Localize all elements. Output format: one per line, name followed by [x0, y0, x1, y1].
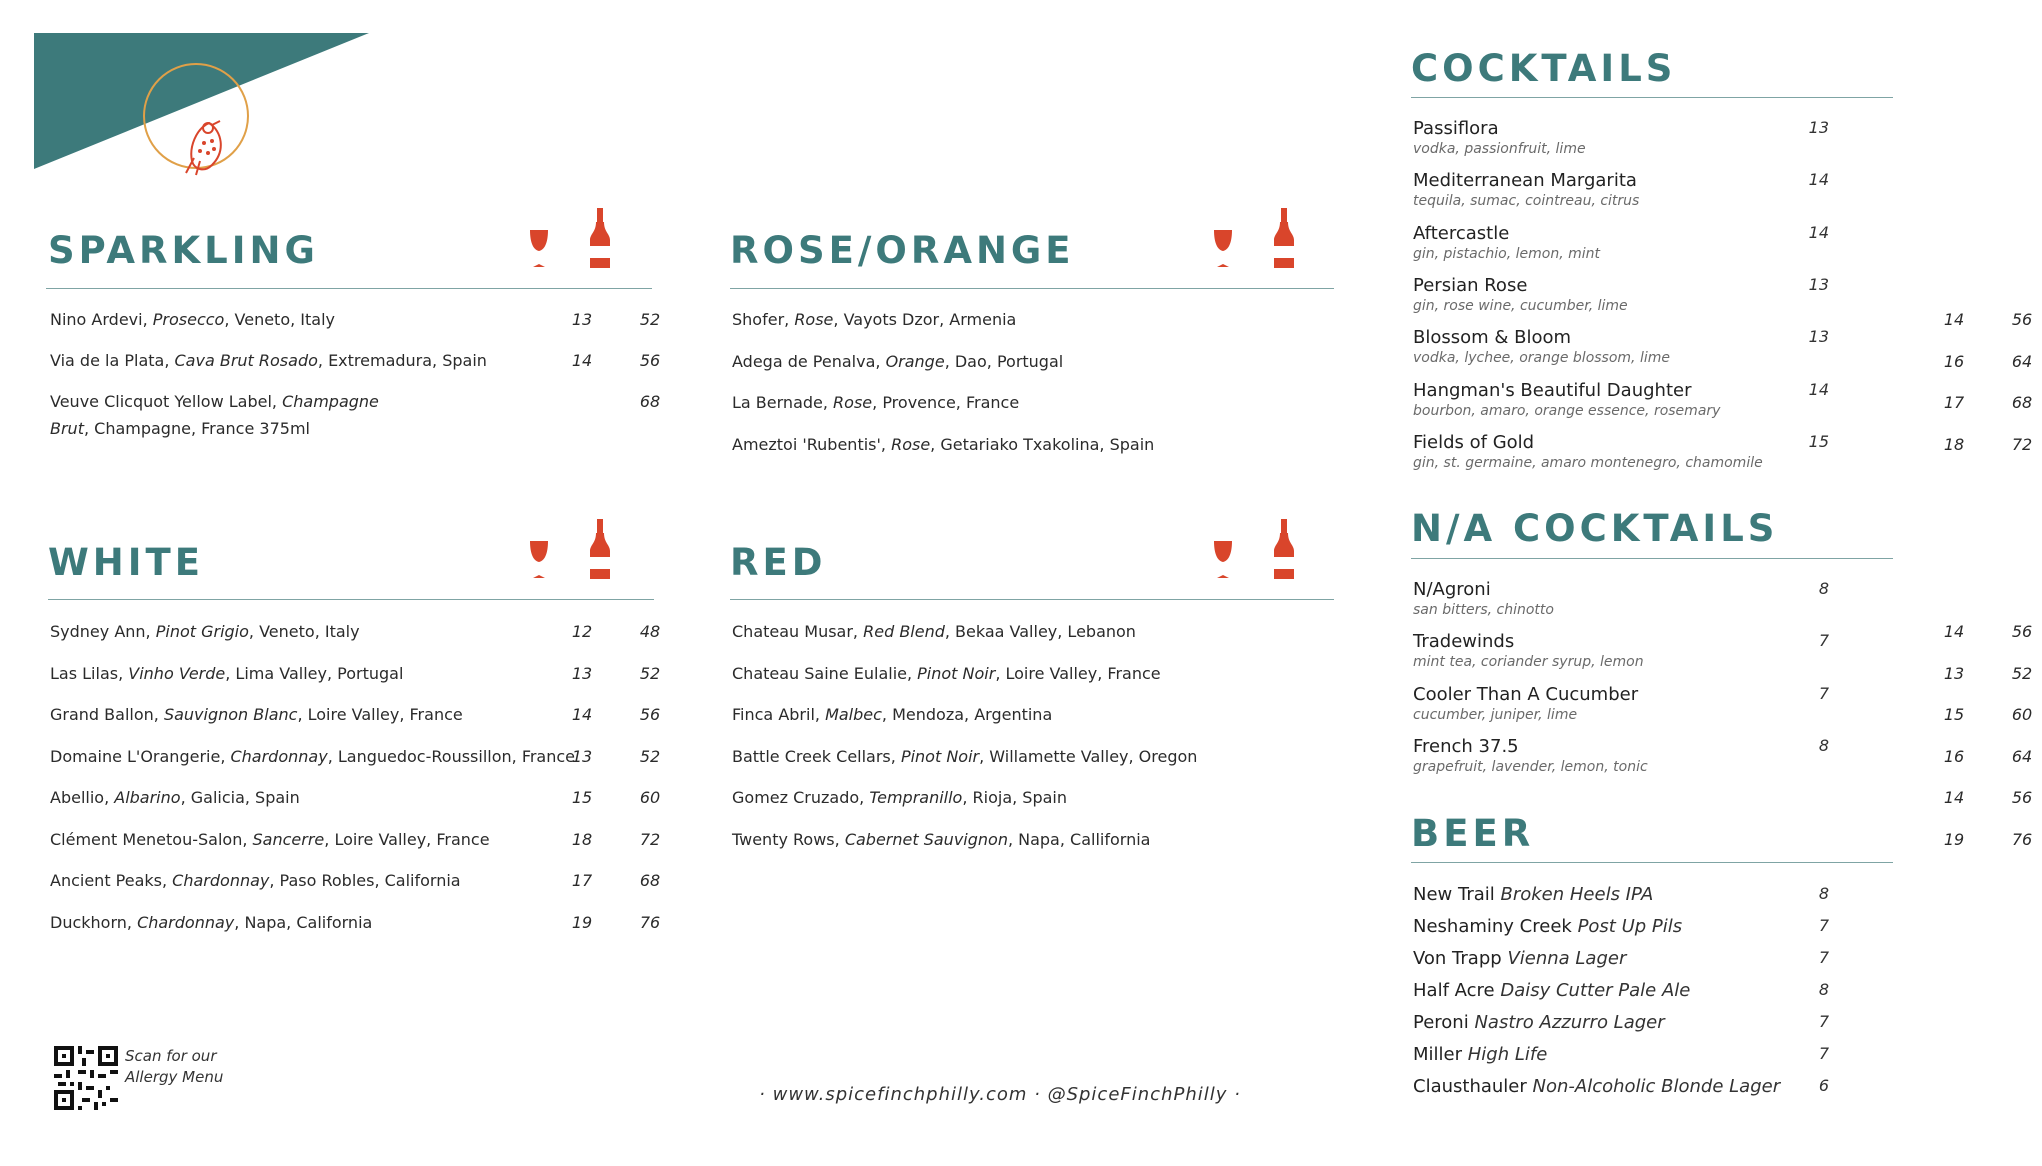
cocktail-name: Mediterranean Margarita	[1413, 170, 1637, 192]
wine-producer: Twenty Rows,	[732, 829, 845, 849]
beer-style: Daisy Cutter Pale Ale	[1500, 980, 1691, 1001]
white-heading: WHITE	[48, 541, 205, 584]
beer-price: 8	[1818, 884, 1829, 903]
wine-producer: Sydney Ann,	[50, 622, 156, 641]
cocktail-name: Tradewinds	[1413, 631, 1515, 653]
wine-region: , Bekaa Valley, Lebanon	[944, 622, 1136, 641]
cocktail-name: Persian Rose	[1413, 274, 1528, 296]
bottle-price: 48	[639, 622, 661, 641]
glass-price: 14	[1943, 622, 1965, 641]
wine-varietal: Champagne Brut	[50, 392, 379, 438]
bottle-price: 56	[2011, 788, 2033, 807]
wine-producer: La Bernade,	[732, 393, 834, 412]
wine-description	[732, 701, 1052, 728]
cocktail-price: 14	[1808, 170, 1829, 190]
cocktail-name: Passiflora	[1413, 118, 1499, 139]
cocktail-ingredients: mint tea, coriander syrup, lemon	[1413, 654, 1644, 671]
cocktail-name: Blossom & Bloom	[1413, 327, 1572, 349]
wine-description	[732, 431, 1154, 458]
wine-region: , Provence, France	[872, 393, 1020, 412]
cocktail-item	[1413, 327, 1863, 366]
wine-region: , Napa, California	[234, 912, 373, 932]
wine-varietal: Chardonnay	[230, 746, 328, 766]
wine-varietal: Cava Brut Rosado	[174, 351, 318, 370]
cocktail-price: 14	[1808, 222, 1829, 242]
wine-region: , Veneto, Italy	[224, 310, 335, 329]
cocktail-price: 14	[1808, 379, 1829, 399]
bottle-price: 68	[2011, 393, 2033, 412]
bottle-price: 56	[2011, 622, 2033, 641]
red-heading: RED	[730, 541, 827, 584]
wine-region: , Willamette Valley, Oregon	[979, 746, 1198, 766]
cocktail-ingredients: gin, pistachio, lemon, mint	[1413, 245, 1600, 262]
wine-varietal: Malbec	[825, 705, 882, 724]
wine-producer: Domaine L'Orangerie,	[50, 746, 231, 766]
white-icons	[528, 519, 618, 581]
cocktail-name: French 37.5	[1413, 735, 1519, 757]
cocktail-item	[1413, 684, 1863, 723]
glass-price: 16	[1943, 746, 1965, 766]
beer-style: High Life	[1467, 1044, 1548, 1065]
wine-producer: Chateau Saine Eulalie,	[732, 663, 918, 683]
footer-links[interactable]: · www.spicefinchphilly.com · @SpiceFinchPhilly ·	[759, 1084, 1241, 1105]
wine-varietal: Chardonnay	[137, 912, 235, 932]
wine-region: , Napa, Callifornia	[1007, 829, 1151, 849]
wine-producer: Nino Ardevi,	[50, 310, 153, 329]
wine-producer: Veuve Clicquot Yellow Label,	[50, 392, 283, 411]
wine-glass-icon	[1214, 230, 1232, 267]
glass-price: 17	[571, 871, 593, 890]
beer-item	[1413, 948, 1863, 969]
qr-code-icon[interactable]	[54, 1046, 118, 1110]
cocktail-item	[1413, 223, 1863, 262]
beer-item	[1413, 1044, 1863, 1065]
wine-producer: Las Lilas,	[50, 663, 129, 683]
wine-varietal: Rose	[794, 310, 834, 329]
beer-item	[1413, 1012, 1863, 1033]
beer-price: 7	[1818, 916, 1829, 935]
wine-region: , Veneto, Italy	[248, 622, 360, 641]
bottle-price: 56	[2011, 310, 2033, 329]
wine-description	[50, 388, 420, 442]
beer-brewery: Miller	[1413, 1044, 1463, 1065]
wine-description	[50, 909, 372, 936]
beer-style: Non-Alcoholic Blonde Lager	[1532, 1076, 1781, 1097]
wine-producer: Grand Ballon,	[50, 705, 164, 724]
bottle-price: 56	[639, 705, 661, 724]
cocktail-item	[1413, 275, 1863, 314]
cocktail-price: 13	[1808, 327, 1829, 347]
white-rule	[48, 599, 654, 600]
glass-price: 16	[1943, 351, 1965, 371]
wine-bottle-icon	[1274, 208, 1294, 268]
beer-brewery: Neshaminy Creek	[1413, 916, 1572, 937]
wine-glass-icon	[1214, 541, 1232, 578]
cocktail-name: Cooler Than A Cucumber	[1413, 683, 1639, 705]
sparkling-rule	[46, 288, 652, 289]
glass-price: 14	[1943, 788, 1965, 807]
wine-region: , Loire Valley, France	[324, 829, 490, 849]
wine-producer: Ancient Peaks,	[50, 871, 173, 890]
cocktail-item	[1413, 736, 1863, 775]
red-icons	[1212, 519, 1302, 581]
beer-brewery: Clausthauler	[1413, 1076, 1527, 1097]
cocktail-item	[1413, 170, 1863, 209]
wine-producer: Abellio,	[50, 788, 115, 807]
cocktail-ingredients: gin, rose wine, cucumber, lime	[1413, 297, 1628, 314]
beer-heading: BEER	[1411, 812, 1535, 855]
rose-heading: ROSE/ORANGE	[730, 229, 1075, 272]
glass-price: 14	[571, 351, 593, 370]
wine-region: , Extremadura, Spain	[317, 351, 487, 370]
red-rule	[730, 599, 1334, 600]
bottle-price: 72	[639, 829, 661, 849]
cocktail-ingredients: tequila, sumac, cointreau, citrus	[1413, 193, 1640, 210]
wine-region: , Paso Robles, California	[269, 871, 461, 890]
wine-producer: Via de la Plata,	[50, 351, 175, 370]
finch-bird-pattern	[198, 139, 216, 155]
wine-region: , Lima Valley, Portugal	[225, 663, 404, 683]
sparkling-icons	[528, 208, 618, 270]
bottle-price: 52	[2011, 663, 2033, 683]
beer-price: 6	[1818, 1076, 1829, 1095]
wine-varietal: Sancerre	[252, 829, 325, 849]
beer-price: 7	[1818, 1012, 1829, 1031]
wine-producer: Finca Abril,	[732, 705, 826, 724]
cocktail-ingredients: grapefruit, lavender, lemon, tonic	[1413, 758, 1648, 775]
wine-varietal: Pinot Noir	[917, 663, 996, 683]
glass-price: 13	[571, 663, 593, 683]
wine-varietal: Prosecco	[152, 310, 225, 329]
wine-region: , Galicia, Spain	[180, 788, 300, 807]
cocktail-name: N/Agroni	[1413, 579, 1491, 600]
na-cocktails-heading: N/A COCKTAILS	[1411, 507, 1779, 550]
bottle-price: 68	[639, 871, 661, 890]
wine-description	[50, 701, 463, 728]
bottle-price: 64	[2011, 351, 2033, 371]
beer-price: 7	[1818, 1044, 1829, 1063]
glass-price: 13	[571, 746, 593, 766]
cocktail-item	[1413, 432, 1863, 471]
glass-price: 18	[1943, 434, 1965, 454]
beer-brewery: Half Acre	[1413, 980, 1495, 1001]
wine-bottle-icon	[590, 519, 610, 579]
wine-region: , Loire Valley, France	[297, 705, 463, 724]
beer-style: Broken Heels IPA	[1500, 884, 1654, 905]
cocktail-price: 13	[1808, 274, 1829, 294]
wine-varietal: Tempranillo	[869, 788, 963, 807]
wine-producer: Duckhorn,	[50, 912, 138, 932]
cocktail-price: 13	[1808, 118, 1829, 137]
wine-description	[732, 306, 1016, 333]
rose-rule	[730, 288, 1334, 289]
glass-price: 12	[571, 622, 593, 641]
bottle-price: 60	[639, 788, 661, 807]
glass-price: 14	[1943, 310, 1965, 329]
sparkling-heading: SPARKLING	[48, 229, 319, 272]
wine-varietal: Cabernet Sauvignon	[844, 829, 1008, 849]
glass-price: 19	[1943, 829, 1965, 849]
bottle-price: 60	[2011, 705, 2033, 724]
wine-region: , Mendoza, Argentina	[881, 705, 1053, 724]
cocktail-ingredients: cucumber, juniper, lime	[1413, 706, 1578, 723]
wine-description	[50, 618, 360, 645]
wine-description	[732, 660, 1161, 687]
cocktail-price: 7	[1818, 683, 1829, 703]
wine-producer: Shofer,	[732, 310, 795, 329]
wine-varietal: Chardonnay	[172, 871, 270, 890]
wine-varietal: Rose	[891, 434, 931, 454]
glass-price: 19	[571, 912, 593, 932]
cocktail-item	[1413, 380, 1863, 419]
wine-varietal: Red Blend	[863, 622, 945, 641]
cocktail-ingredients: bourbon, amaro, orange essence, rosemary	[1413, 402, 1721, 419]
bottle-price: 64	[2011, 746, 2033, 766]
bottle-price: 76	[2011, 829, 2033, 849]
bottle-price: 76	[639, 912, 661, 932]
wine-producer: Battle Creek Cellars,	[732, 746, 901, 766]
wine-region: , Champagne, France 375ml	[83, 419, 310, 438]
beer-brewery: New Trail	[1413, 884, 1495, 905]
cocktail-item	[1413, 118, 1863, 157]
glass-price: 15	[571, 788, 593, 807]
wine-region: , Vayots Dzor, Armenia	[833, 310, 1017, 329]
cocktail-ingredients: san bitters, chinotto	[1413, 602, 1554, 618]
cocktail-name: Hangman's Beautiful Daughter	[1413, 379, 1692, 401]
beer-brewery: Von Trapp	[1413, 948, 1502, 969]
wine-region: , Dao, Portugal	[944, 351, 1064, 371]
cocktail-price: 7	[1818, 631, 1829, 651]
cocktail-name: Aftercastle	[1413, 222, 1510, 244]
wine-description	[50, 347, 487, 374]
cocktail-price: 8	[1818, 735, 1829, 755]
wine-glass-icon	[530, 230, 548, 267]
glass-price: 14	[571, 705, 593, 724]
wine-varietal: Orange	[885, 351, 945, 371]
rose-icons	[1212, 208, 1302, 270]
wine-region: , Rioja, Spain	[962, 788, 1067, 807]
beer-item	[1413, 980, 1863, 1001]
beer-brewery: Peroni	[1413, 1012, 1469, 1033]
wine-bottle-icon	[1274, 519, 1294, 579]
wine-description	[732, 743, 1197, 770]
wine-description	[50, 784, 300, 811]
beer-price: 8	[1818, 980, 1829, 999]
wine-bottle-icon	[590, 208, 610, 268]
wine-producer: Adega de Penalva,	[732, 351, 886, 371]
beer-style: Vienna Lager	[1507, 948, 1627, 969]
wine-description	[732, 618, 1136, 645]
qr-caption: Scan for our Allergy Menu	[125, 1047, 224, 1086]
na-cocktails-rule	[1411, 558, 1893, 559]
beer-item	[1413, 916, 1863, 937]
glass-price: 13	[1943, 663, 1965, 683]
glass-price: 18	[571, 829, 593, 849]
glass-price: 17	[1943, 393, 1965, 412]
cocktails-heading: COCKTAILS	[1411, 47, 1677, 90]
wine-varietal: Pinot Noir	[900, 746, 980, 766]
bottle-price: 52	[639, 746, 661, 766]
wine-region: , Getariako Txakolina, Spain	[930, 434, 1155, 454]
cocktail-name: Fields of Gold	[1413, 431, 1535, 453]
wine-producer: Gomez Cruzado,	[732, 788, 870, 807]
wine-description	[732, 826, 1150, 853]
cocktail-ingredients: gin, st. germaine, amaro montenegro, chamomile	[1413, 454, 1763, 471]
wine-description	[732, 389, 1019, 416]
logo-banner	[34, 33, 374, 169]
bottle-price: 52	[639, 663, 661, 683]
wine-varietal: Rose	[833, 393, 873, 412]
beer-style: Post Up Pils	[1577, 916, 1683, 937]
wine-varietal: Pinot Grigio	[155, 622, 249, 641]
bottle-price: 56	[639, 351, 661, 370]
cocktails-rule	[1411, 97, 1893, 98]
wine-description	[50, 867, 461, 894]
glass-price: 15	[1943, 705, 1965, 724]
glass-price: 13	[571, 310, 593, 329]
wine-producer: Clément Menetou-Salon,	[50, 829, 253, 849]
cocktail-item	[1413, 579, 1863, 618]
wine-producer: Ameztoi 'Rubentis',	[732, 434, 892, 454]
cocktail-price: 8	[1818, 579, 1829, 598]
wine-glass-icon	[530, 541, 548, 578]
bottle-price: 68	[639, 392, 661, 411]
beer-price: 7	[1818, 948, 1829, 967]
wine-varietal: Sauvignon Blanc	[163, 705, 298, 724]
bottle-price: 52	[639, 310, 661, 329]
wine-region: , Languedoc-Roussillon, France	[327, 746, 576, 766]
beer-item	[1413, 884, 1863, 905]
wine-description	[732, 348, 1063, 375]
wine-varietal: Vinho Verde	[128, 663, 226, 683]
wine-varietal: Albarino	[114, 788, 181, 807]
wine-description	[50, 660, 403, 687]
wine-producer: Chateau Musar,	[732, 622, 864, 641]
wine-description	[50, 743, 575, 770]
bottle-price: 72	[2011, 434, 2033, 454]
beer-item	[1413, 1076, 1863, 1097]
wine-description	[50, 306, 335, 333]
beer-style: Nastro Azzurro Lager	[1474, 1012, 1665, 1033]
cocktail-price: 15	[1808, 431, 1829, 451]
wine-description	[732, 784, 1067, 811]
cocktail-item	[1413, 631, 1863, 670]
wine-description	[50, 826, 490, 853]
cocktail-ingredients: vodka, passionfruit, lime	[1413, 141, 1586, 157]
beer-rule	[1411, 862, 1893, 863]
wine-region: , Loire Valley, France	[995, 663, 1161, 683]
cocktail-ingredients: vodka, lychee, orange blossom, lime	[1413, 350, 1670, 367]
